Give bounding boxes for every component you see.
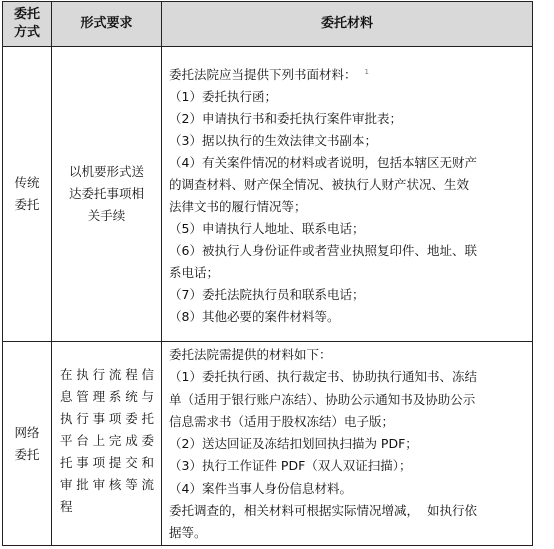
material-line: （5）申请执行人地址、联系电话； xyxy=(169,221,365,237)
requirement-line: 在执行流程信 xyxy=(60,367,154,382)
column-divider xyxy=(161,1,162,546)
row1-mode: 传统 委托 xyxy=(14,175,40,212)
table-border-top xyxy=(2,1,533,2)
row2-materials xyxy=(162,344,532,545)
material-line: （4）有关案件情况的材料或者说明，包括本辖区无财产 xyxy=(169,155,477,171)
table-border-left xyxy=(2,1,3,546)
header-delegation-materials: 委托材料 xyxy=(162,1,532,46)
material-line: （3）执行工作证件 PDF（双人双证扫描）； xyxy=(169,458,412,474)
material-line: 信息需求书（适用于股权冻结）电子版； xyxy=(169,413,395,429)
material-line: 委托法院需提供的材料如下： xyxy=(169,347,332,362)
material-line: （1）委托执行函、执行裁定书、协助执行通知书、冻结 xyxy=(169,369,477,385)
requirement-line: 程 xyxy=(60,499,73,514)
material-line: （6）被执行人身份证件或者营业执照复印件、地址、联 xyxy=(169,243,477,259)
material-line: 委托调查的，相关材料可根据实际情况增减， 如执行依 xyxy=(169,503,477,519)
material-line: 单（适用于银行账户冻结）、协助公示通知书及协助公示 xyxy=(169,391,476,407)
row-divider xyxy=(2,341,533,342)
requirement-line: 平台上完成委 xyxy=(60,433,154,448)
material-line: （2）送达回证及冻结扣划回执扫描为 PDF； xyxy=(169,436,418,452)
material-line: （2）申请执行书和委托执行案件审批表； xyxy=(169,111,402,127)
row2-requirement xyxy=(60,364,154,518)
material-line: （1）委托执行函； xyxy=(169,89,277,105)
header-delegation-mode: 委托 方式 xyxy=(3,1,51,46)
material-line: 系电话； xyxy=(169,265,220,281)
material-line: （4）案件当事人身份信息材料。 xyxy=(169,480,352,496)
delegation-table xyxy=(2,1,533,546)
table-border-right xyxy=(532,1,533,546)
table-border-bottom xyxy=(2,545,533,546)
header-divider xyxy=(2,46,533,47)
footnote-mark: 1 xyxy=(364,68,369,76)
material-line: 的调查材料、财产保全情况、被执行人财产状况、生效 xyxy=(169,177,470,193)
requirement-line: 执行事项委托 xyxy=(60,411,154,426)
column-divider xyxy=(51,1,52,546)
material-line: 委托法院应当提供下列书面材料： $^1$ xyxy=(169,67,369,83)
header-form-requirement: 形式要求 xyxy=(52,1,161,46)
requirement-line: 托事项提交和 xyxy=(60,455,154,470)
requirement-line: 审批审核等流 xyxy=(60,477,154,492)
material-line: （3）据以执行的生效法律文书副本； xyxy=(169,133,377,149)
material-line: （7）委托法院执行员和联系电话； xyxy=(169,287,365,303)
row2-mode: 网络 委托 xyxy=(14,424,40,462)
row1-materials xyxy=(162,61,532,328)
material-line: 据等。 xyxy=(169,525,207,541)
row1-requirement: 以机要形式送 达委托事项相 关手续 xyxy=(68,164,144,223)
material-line: （8）其他必要的案件材料等。 xyxy=(169,309,340,325)
requirement-line: 息管理系统与 xyxy=(60,389,154,404)
material-line: 法律文书的履行情况等； xyxy=(169,199,307,215)
